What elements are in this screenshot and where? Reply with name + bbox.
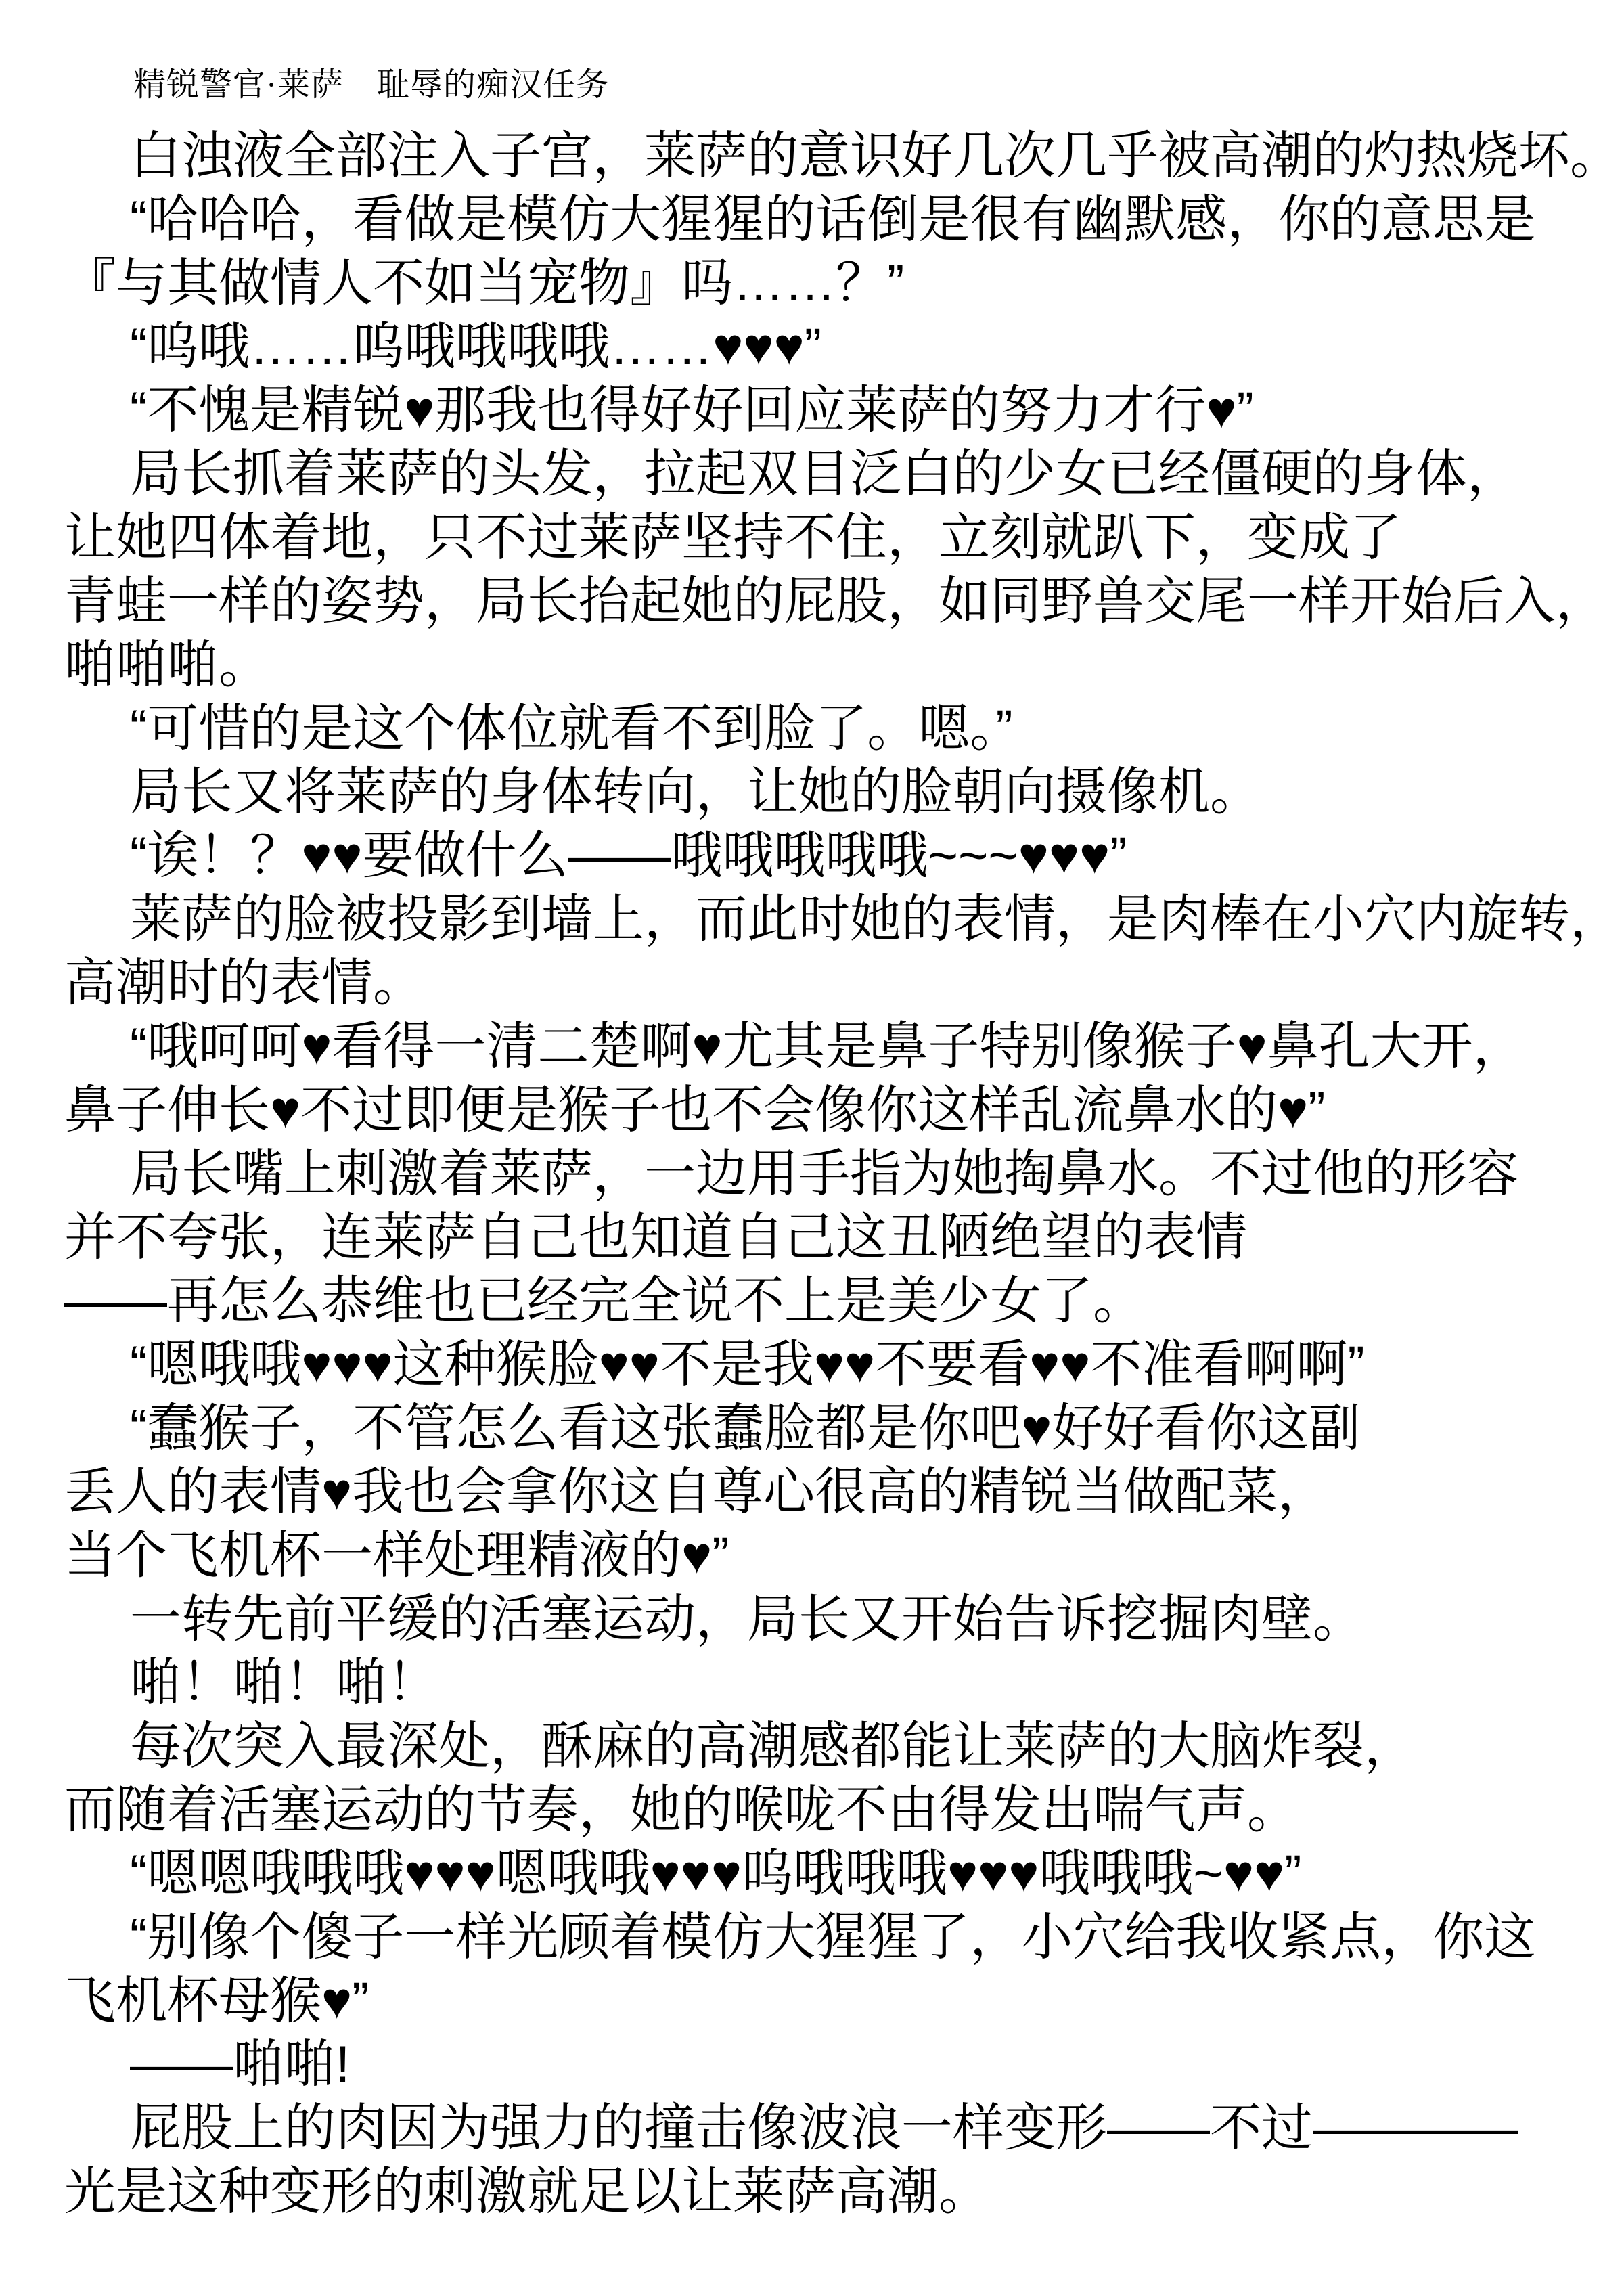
text-line: “哦呵呵♥看得一清二楚啊♥尤其是鼻子特别像猴子♥鼻孔大开， <box>130 1018 1525 1075</box>
text-line: 局长抓着莱萨的头发，拉起双目泛白的少女已经僵硬的身体， <box>130 445 1518 503</box>
text-line: 高潮时的表情。 <box>64 954 424 1012</box>
text-line: “蠢猴子，不管怎么看这张蠢脸都是你吧♥好好看你这副 <box>130 1400 1361 1457</box>
text-line: “呜哦……呜哦哦哦哦……♥♥♥” <box>130 318 821 376</box>
text-line: 局长又将莱萨的身体转向，让她的脸朝向摄像机。 <box>130 763 1261 821</box>
text-line: 光是这种变形的刺激就足以让莱萨高潮。 <box>64 2163 990 2221</box>
text-line: 啪！啪！啪！ <box>130 1654 438 1712</box>
text-line: 青蛙一样的姿势，局长抬起她的屁股，如同野兽交尾一样开始后入， <box>64 573 1607 630</box>
text-line: 飞机杯母猴♥” <box>64 1972 369 2030</box>
text-line: 『与其做情人不如当宠物』吗……？” <box>64 254 905 312</box>
text-line: “嗯哦哦♥♥♥这种猴脸♥♥不是我♥♥不要看♥♥不准看啊啊” <box>130 1336 1365 1394</box>
text-line: 白浊液全部注入子宫，莱萨的意识好几次几乎被高潮的灼热烧坏。 <box>130 127 1621 185</box>
text-line: 每次突入最深处，酥麻的高潮感都能让莱萨的大脑炸裂， <box>130 1718 1416 1775</box>
text-line: 而随着活塞运动的节奏，她的喉咙不由得发出喘气声。 <box>64 1781 1299 1839</box>
text-line: “嗯嗯哦哦哦♥♥♥嗯哦哦♥♥♥呜哦哦哦♥♥♥哦哦哦~♥♥” <box>130 1845 1302 1902</box>
text-line: ——啪啪! <box>130 2036 351 2093</box>
text-line: “不愧是精锐♥那我也得好好回应莱萨的努力才行♥” <box>130 382 1254 439</box>
text-line: “哈哈哈，看做是模仿大猩猩的话倒是很有幽默感，你的意思是 <box>130 191 1536 248</box>
text-line: “诶！？♥♥要做什么——哦哦哦哦哦~~~♥♥♥” <box>130 827 1127 885</box>
text-line: “别像个傻子一样光顾着模仿大猩猩了，小穴给我收紧点，你这 <box>130 1909 1536 1966</box>
text-line: 一转先前平缓的活塞运动，局长又开始告诉挖掘肉壁。 <box>130 1590 1364 1648</box>
text-line: 啪啪啪。 <box>64 636 270 694</box>
text-line: ——再怎么恭维也已经完全说不上是美少女了。 <box>64 1272 1144 1330</box>
text-line: 让她四体着地，只不过莱萨坚持不住，立刻就趴下，变成了 <box>64 509 1401 566</box>
page-header: 精锐警官·莱萨 耻辱的痴汉任务 <box>133 67 609 103</box>
text-line: 屁股上的肉因为强力的撞击像波浪一样变形——不过———— <box>130 2099 1518 2157</box>
text-line: 当个飞机杯一样处理精液的♥” <box>64 1527 729 1584</box>
text-line: 并不夸张，连莱萨自己也知道自己这丑陋绝望的表情 <box>64 1209 1247 1266</box>
text-line: “可惜的是这个体位就看不到脸了。嗯。” <box>130 700 1013 757</box>
body-text <box>64 125 1621 2224</box>
text-line: 丢人的表情♥我也会拿你这自尊心很高的精锐当做配菜， <box>64 1463 1330 1521</box>
text-line: 鼻子伸长♥不过即便是猴子也不会像你这样乱流鼻水的♥” <box>64 1082 1326 1139</box>
text-line: 莱萨的脸被投影到墙上，而此时她的表情，是肉棒在小穴内旋转， <box>130 891 1621 948</box>
text-line: 局长嘴上刺激着莱萨，一边用手指为她掏鼻水。不过他的形容 <box>130 1145 1518 1203</box>
